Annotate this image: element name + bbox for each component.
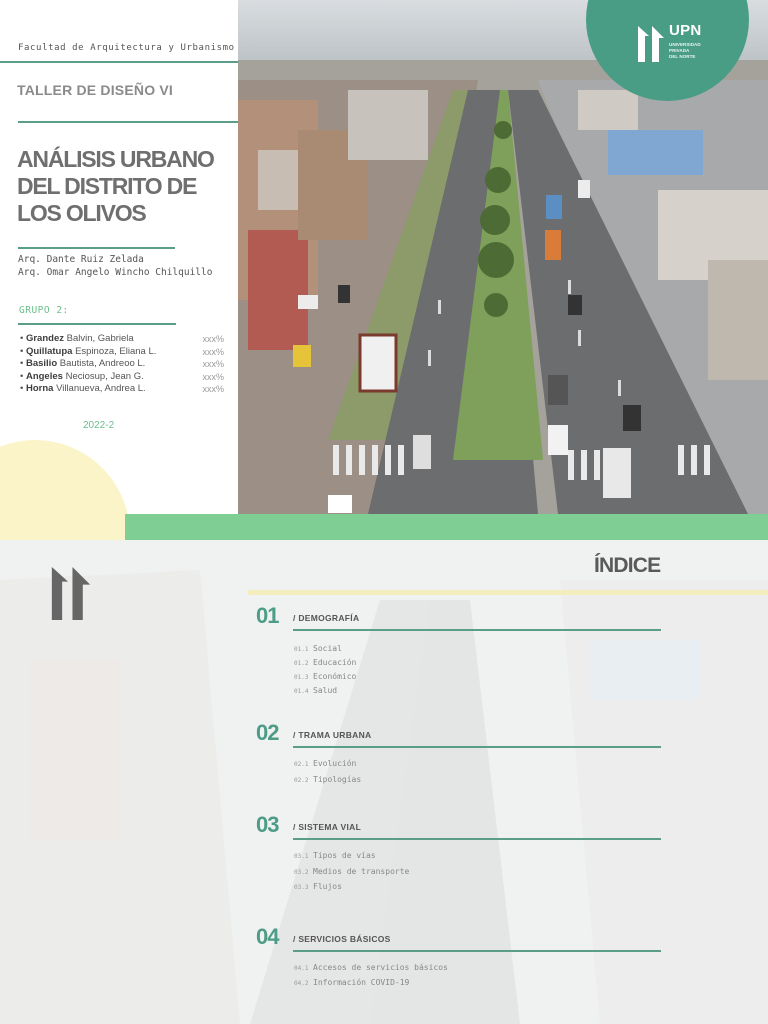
logo-name: UPN (669, 22, 702, 39)
index-item: 03.3 Flujos (294, 882, 342, 891)
index-section-sistema-vial (256, 812, 661, 892)
section-number: 03 (256, 812, 279, 837)
member-row: • Quillatupa Espinoza, Eliana L. xxx% (20, 345, 224, 357)
section-title: / SISTEMA VIAL (293, 822, 362, 832)
member-name: Espinoza, Eliana L. (75, 345, 157, 357)
member-percentage: xxx% (202, 334, 224, 344)
group-label: GRUPO 2: (19, 305, 69, 316)
section-number: 04 (256, 924, 279, 949)
logo-subtitle-line: PRIVADA (669, 48, 690, 53)
index-item: 02.2 Tipologías (294, 775, 362, 784)
index-item: 01.1 Social (294, 644, 342, 653)
faculty-name: Facultad de Arquitectura y Urbanismo (18, 43, 235, 53)
member-percentage: xxx% (202, 371, 224, 382)
index-item: 03.1 Tipos de vías (294, 851, 376, 860)
workshop-name: TALLER DE DISEÑO VI (17, 82, 173, 98)
member-row: • Grandez Balvin, Gabriela xxx% (20, 333, 224, 344)
advisor-name: Arq. Dante Ruiz Zelada (18, 254, 144, 265)
index-item: 01.3 Económico (294, 672, 357, 681)
index-item: 01.4 Salud (294, 686, 338, 695)
index-item: 01.2 Educación (294, 658, 357, 667)
index-section-demografia (256, 603, 661, 703)
advisor-name: Arq. Omar Angelo Wincho Chilquillo (18, 266, 213, 278)
index-item: 02.1 Evolución (294, 759, 357, 768)
index-heading: ÍNDICE (594, 554, 661, 577)
member-name: Villanueva, Andrea L. (56, 383, 146, 394)
member-surname: Grandez (25, 333, 64, 344)
member-percentage: xxx% (202, 346, 224, 357)
academic-period: 2022-2 (83, 420, 115, 431)
decorative-yellow-circle (0, 440, 130, 540)
member-percentage: xxx% (202, 359, 224, 369)
green-band (125, 514, 768, 540)
upn-logo-icon (636, 24, 666, 62)
logo-subtitle-line: DEL NORTE (669, 54, 696, 59)
cover-text-column (0, 0, 238, 540)
section-title: / DEMOGRAFÍA (293, 613, 360, 623)
title-line: ANÁLISIS URBANO (17, 146, 214, 172)
member-name: Neciosup, Jean G. (65, 370, 144, 382)
index-section-servicios-basicos (256, 924, 661, 994)
divider (18, 247, 175, 249)
section-title: / TRAMA URBANA (293, 730, 372, 740)
title-line: LOS OLIVOS (17, 200, 146, 226)
divider (0, 61, 238, 63)
heading-underline (248, 590, 768, 595)
divider (18, 121, 238, 123)
group-members (20, 333, 232, 396)
index-item: 03.2 Medios de transporte (294, 867, 410, 876)
logo-subtitle-line: UNIVERSIDAD (669, 42, 701, 47)
section-divider (293, 838, 661, 840)
member-surname: Horna (25, 383, 54, 394)
section-divider (293, 629, 661, 631)
member-row: • Horna Villanueva, Andrea L. xxx% (20, 383, 224, 394)
logo-subtitle (669, 42, 709, 60)
member-percentage: xxx% (202, 384, 224, 394)
section-divider (293, 746, 661, 748)
member-surname: Quillatupa (25, 345, 73, 357)
document-title (17, 146, 232, 227)
member-row: • Basilio Bautista, Andreoo L. xxx% (20, 358, 224, 369)
index-page (0, 540, 768, 1024)
member-surname: Angeles (25, 370, 63, 382)
section-title: / SERVICIOS BÁSICOS (293, 934, 391, 944)
member-row: • Angeles Neciosup, Jean G. xxx% (20, 370, 224, 382)
divider (18, 323, 176, 325)
index-section-trama-urbana (256, 720, 661, 790)
member-name: Bautista, Andreoo L. (59, 358, 146, 369)
index-item: 04.1 Accesos de servicios básicos (294, 963, 448, 972)
section-number: 01 (256, 603, 279, 628)
section-number: 02 (256, 720, 279, 745)
section-divider (293, 950, 661, 952)
upn-arrow-icon (48, 564, 94, 620)
advisors (18, 254, 212, 279)
index-item: 04.2 Información COVID-19 (294, 978, 410, 987)
title-line: DEL DISTRITO DE (17, 173, 197, 199)
member-surname: Basilio (25, 358, 58, 369)
member-name: Balvin, Gabriela (66, 333, 134, 344)
